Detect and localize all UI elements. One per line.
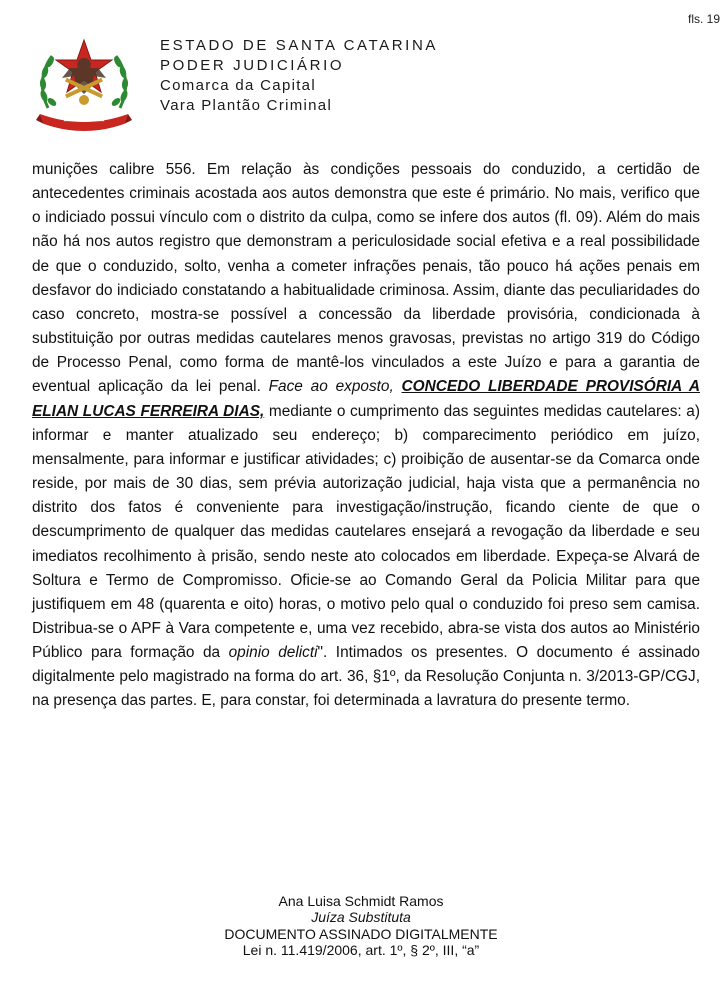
header-comarca: Comarca da Capital — [160, 77, 316, 94]
santa-catarina-coat-of-arms-icon — [34, 34, 134, 134]
header-state: ESTADO DE SANTA CATARINA — [160, 37, 438, 54]
header-judiciary: PODER JUDICIÁRIO — [160, 57, 345, 74]
signer-name: Ana Luisa Schmidt Ramos — [278, 893, 444, 909]
body-text-segment: munições calibre 556. Em relação às condições pessoais do conduzido, a certidão de antecedentes criminais acostada aos autos demonstra que este é primário. No mais, verifico que o indiciado possui vínculo com o distrito da culpa, como se infere dos autos (fl. 09). Além do mais não há nos autos registro que demonstram a periculosidade social efetiva e a real possibilidade de que o conduzido, solto, venha a cometer infrações penais, tão pouco há ações penais em desfavor do indiciado constatando a habitualidade criminosa. Assim, diante das peculiaridades do caso concreto, mostra-se possível a concessão da liberdade provisória, condicionada à substituição por outras medidas cautelares menos gravosas, previstas no artigo 319 do Código de Processo Penal, como forma de mantê-los vinculados a este Juízo e para a garantia de eventual aplicação da lei penal. — [32, 161, 700, 396]
body-text-segment: mediante o cumprimento das seguintes medidas cautelares: a) informar e manter atualizado seu endereço; b) comparecimento periódico em juízo, mensalmente, para informar e justificar atividades; c) proibição de ausentar-se da Comarca onde reside, por mais de 30 dias, sem prévia autorização judicial, haja vista que a permanência no distrito dos fatos é conveniente para investigação/instrução, ficando ciente de que o descumprimento de qualquer das medidas cautelares ensejará a revogação da liberdade e seu imediatos recolhimento à prisão, sendo neste ato colocados em liberdade. Expeça-se Alvará de Soltura e Termo de Compromisso. Oficie-se ao Comando Geral da Policia Militar para que justifiquem em 48 (quarenta e oito) horas, o motivo pelo qual o conduzido foi preso sem camisa. Distribua-se o APF à Vara competente e, uma vez recebido, abra-se vista dos autos ao Ministério Público para formação da — [32, 402, 700, 662]
header-text-block — [160, 36, 438, 116]
signature-block — [0, 893, 722, 958]
decision-paragraph — [32, 158, 700, 714]
signer-role: Juíza Substituta — [311, 909, 411, 926]
decision-body — [32, 158, 700, 714]
decision-grant-phrase: CONCEDO LIBERDADE PROVISÓRIA A ELIAN LUCAS FERREIRA DIAS, — [32, 378, 700, 420]
digital-signature-note: DOCUMENTO ASSINADO DIGITALMENTE — [224, 925, 498, 942]
body-text-segment: ". Intimados os presentes. O documento é assinado digitalmente pelo magistrado na forma do art. 36, §1º, da Resolução Conjunta n. 3/2013-GP/CGJ, na presença das partes. E, para constar, foi determinada a lavratura do presente termo. — [32, 644, 700, 710]
document-header — [34, 34, 694, 134]
body-italic-phrase: Face ao exposto, — [268, 378, 394, 396]
header-vara: Vara Plantão Criminal — [160, 97, 333, 114]
law-reference: Lei n. 11.419/2006, art. 1º, § 2º, III, “a” — [242, 941, 480, 958]
page-number: fls. 19 — [687, 12, 720, 26]
body-italic-latin: opinio delicti — [228, 644, 318, 662]
